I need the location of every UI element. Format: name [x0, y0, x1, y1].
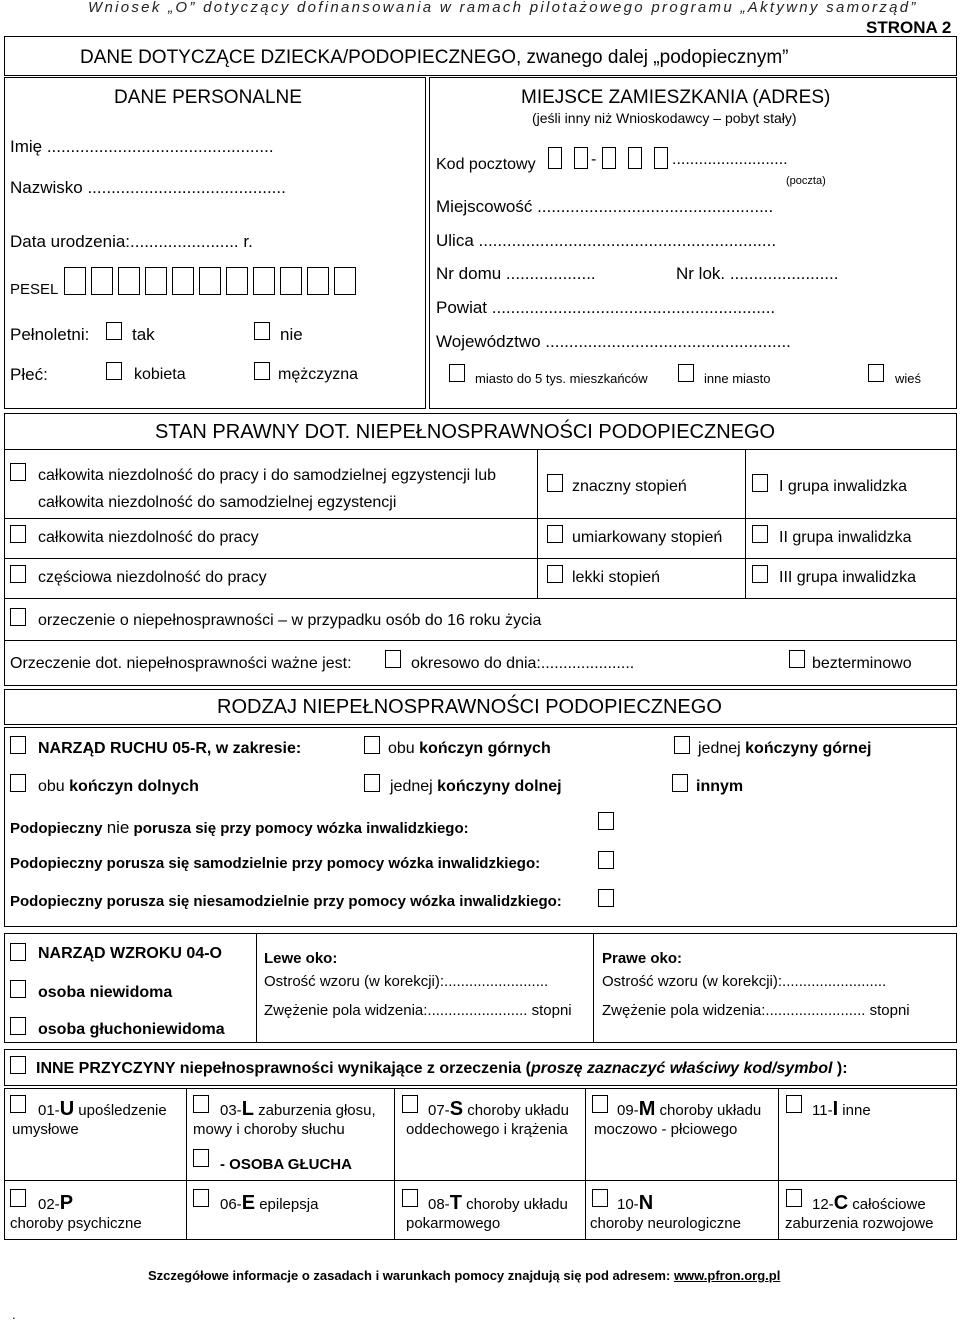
other-city-checkbox[interactable] [678, 364, 694, 382]
wheelchair-self-checkbox[interactable] [598, 851, 614, 869]
postal-code-label: Kod pocztowy [436, 156, 536, 173]
divider [4, 558, 957, 559]
code-06-label: 06-E epilepsja [220, 1192, 319, 1214]
deaf-person-label: - OSOBA GŁUCHA [220, 1156, 352, 1173]
code-02-checkbox[interactable] [10, 1189, 26, 1207]
code-09-desc: moczowo - płciowego [594, 1121, 738, 1138]
moderate-degree-label: umiarkowany stopień [572, 529, 723, 546]
voivodeship-field[interactable]: Województwo .................................................... [436, 332, 791, 351]
code-11-checkbox[interactable] [786, 1095, 802, 1113]
wheelchair-no-label: Podopieczny nie porusza się przy pomocy wózka inwalidzkiego: [10, 818, 469, 837]
code-03-desc: mowy i choroby słuchu [193, 1121, 345, 1138]
left-eye-field-narrowing[interactable]: Zwężenie pola widzenia:........................ stopni [264, 1002, 572, 1019]
village-checkbox[interactable] [868, 364, 884, 382]
divider [4, 1180, 957, 1181]
personal-heading: DANE PERSONALNE [114, 87, 302, 108]
deafblind-label: osoba głuchoniewidoma [38, 1021, 225, 1038]
code-06-checkbox[interactable] [193, 1189, 209, 1207]
footer-info: Szczegółowe informacje o zasadach i warunkach pomocy znajdują się pod adresem: www.pfron.org.pl [148, 1268, 781, 1283]
code-10-checkbox[interactable] [592, 1189, 608, 1207]
male-label: mężczyzna [278, 366, 359, 383]
incapacity-full-checkbox[interactable] [10, 463, 26, 481]
blind-label: osoba niewidoma [38, 984, 173, 1001]
one-lower-limb-label: jednej kończyny dolnej [390, 778, 562, 795]
code-01-checkbox[interactable] [10, 1095, 26, 1113]
group-1-checkbox[interactable] [752, 474, 768, 492]
female-checkbox[interactable] [106, 362, 122, 380]
post-office-caption: (poczta) [786, 175, 826, 187]
group-1-label: I grupa inwalidzka [779, 478, 908, 495]
other-causes-label: INNE PRZYCZYNY niepełnosprawności wynikające z orzeczenia (proszę zaznaczyć właściwy kod/symbol ): [36, 1060, 848, 1077]
adult-yes-label: tak [132, 325, 155, 344]
significant-degree-checkbox[interactable] [547, 474, 563, 492]
incapacity-full-label-2: całkowita niezdolność do samodzielnej egzystencji [38, 494, 397, 511]
divider [4, 449, 957, 450]
deafblind-checkbox[interactable] [10, 1017, 26, 1035]
postal-digit-box[interactable] [628, 147, 642, 169]
pesel-digit-box[interactable] [253, 267, 275, 295]
pesel-digit-box[interactable] [199, 267, 221, 295]
address-subheading: (jeśli inny niż Wnioskodawcy – pobyt stały) [532, 110, 797, 126]
incapacity-full-label-1: całkowita niezdolność do pracy i do samodzielnej egzystencji lub [38, 467, 497, 484]
divider [585, 1088, 586, 1240]
adult-no-label: nie [280, 325, 303, 344]
other-limb-label: innym [696, 778, 744, 795]
one-upper-limb-checkbox[interactable] [674, 736, 690, 754]
locomotor-label: NARZĄD RUCHU 05-R, w zakresie: [38, 740, 302, 757]
left-eye-acuity-field[interactable]: Ostrość wzoru (w korekcji):......................... [264, 973, 549, 990]
mild-degree-label: lekki stopień [572, 569, 661, 586]
code-07-label: 07-S choroby układu [428, 1098, 569, 1120]
flat-number-field[interactable]: Nr lok. ....................... [676, 264, 839, 283]
pesel-digit-box[interactable] [64, 267, 86, 295]
page-label: STRONA 2 [866, 18, 952, 37]
work-incapacity-label: całkowita niezdolność do pracy [38, 529, 259, 546]
one-lower-limb-checkbox[interactable] [364, 774, 380, 792]
indefinite-label: bezterminowo [812, 655, 912, 672]
vision-label: NARZĄD WZROKU 04-O [38, 945, 222, 962]
birth-date-field[interactable]: Data urodzenia:....................... r. [10, 232, 253, 251]
pfron-link[interactable]: www.pfron.org.pl [673, 1268, 781, 1283]
disability-certificate-label: orzeczenie o niepełnosprawności – w przypadku osób do 16 roku życia [38, 612, 542, 629]
county-field[interactable]: Powiat ............................................................ [436, 298, 776, 317]
adult-yes-checkbox[interactable] [106, 322, 122, 340]
sex-label: Płeć: [10, 365, 48, 384]
one-upper-limb-label: jednej kończyny górnej [698, 740, 872, 757]
moderate-degree-checkbox[interactable] [547, 525, 563, 543]
divider [4, 598, 957, 599]
code-08-desc: pokarmowego [406, 1215, 501, 1232]
divider [593, 933, 594, 1043]
small-town-label: miasto do 5 tys. mieszkańców [475, 371, 648, 386]
both-upper-limbs-checkbox[interactable] [364, 736, 380, 754]
postal-digit-box[interactable] [548, 147, 562, 169]
section-title: DANE DOTYCZĄCE DZIECKA/PODOPIECZNEGO, zwanego dalej „podopiecznym” [80, 47, 789, 68]
first-name-field[interactable]: Imię ................................................ [10, 137, 274, 156]
disability-certificate-checkbox[interactable] [10, 608, 26, 626]
postal-digit-box[interactable] [574, 147, 588, 169]
male-checkbox[interactable] [254, 362, 270, 380]
left-eye-heading: Lewe oko: [264, 950, 338, 967]
postal-digit-box[interactable] [654, 147, 668, 169]
legal-status-box [4, 413, 957, 686]
work-incapacity-checkbox[interactable] [10, 525, 26, 543]
last-name-field[interactable]: Nazwisko .......................................... [10, 178, 286, 197]
address-heading: MIEJSCE ZAMIESZKANIA (ADRES) [521, 87, 831, 108]
code-02-desc: choroby psychiczne [10, 1215, 142, 1232]
village-label: wieś [895, 371, 922, 386]
both-lower-limbs-checkbox[interactable] [10, 774, 26, 792]
other-causes-checkbox[interactable] [10, 1056, 26, 1074]
code-01-label: 01-U upośledzenie [38, 1098, 167, 1120]
divider [394, 1088, 395, 1240]
group-2-label: II grupa inwalidzka [779, 529, 912, 546]
wheelchair-assisted-checkbox[interactable] [598, 889, 614, 907]
code-12-checkbox[interactable] [786, 1189, 802, 1207]
code-08-checkbox[interactable] [402, 1189, 418, 1207]
wheelchair-no-checkbox[interactable] [598, 812, 614, 830]
code-09-checkbox[interactable] [592, 1095, 608, 1113]
legal-status-heading: STAN PRAWNY DOT. NIEPEŁNOSPRAWNOŚCI PODOPIECZNEGO [155, 421, 776, 443]
right-eye-acuity-field[interactable]: Ostrość wzoru (w korekcji):......................... [602, 973, 887, 990]
group-3-checkbox[interactable] [752, 565, 768, 583]
pesel-label: PESEL [10, 281, 59, 298]
street-field[interactable]: Ulica ............................................................... [436, 231, 777, 250]
other-limb-checkbox[interactable] [672, 774, 688, 792]
right-eye-field-narrowing[interactable]: Zwężenie pola widzenia:........................ stopni [602, 1002, 910, 1019]
code-10-desc: choroby neurologiczne [590, 1215, 741, 1232]
both-upper-limbs-label: obu kończyn górnych [388, 740, 551, 757]
blind-checkbox[interactable] [10, 980, 26, 998]
divider [186, 1088, 187, 1240]
partial-incapacity-label: częściowa niezdolność do pracy [38, 569, 267, 586]
group-2-checkbox[interactable] [752, 525, 768, 543]
adult-label: Pełnoletni: [10, 325, 90, 344]
divider [745, 449, 746, 598]
code-12-label: 12-C całościowe [812, 1192, 926, 1214]
code-11-label: 11-I inne [812, 1098, 871, 1120]
code-10-label: 10-N [617, 1192, 654, 1214]
valid-until-field[interactable]: okresowo do dnia:..................... [411, 655, 635, 672]
footer-dot: . [12, 1307, 16, 1322]
female-label: kobieta [134, 366, 186, 383]
pesel-digit-box[interactable] [226, 267, 248, 295]
wheelchair-assisted-label: Podopieczny porusza się niesamodzielnie przy pomocy wózka inwalidzkiego: [10, 893, 562, 910]
wheelchair-self-label: Podopieczny porusza się samodzielnie przy pomocy wózka inwalidzkiego: [10, 855, 541, 872]
divider [4, 640, 957, 641]
code-03-checkbox[interactable] [193, 1095, 209, 1113]
disability-type-heading: RODZAJ NIEPEŁNOSPRAWNOŚCI PODOPIECZNEGO [217, 696, 722, 718]
pesel-digit-box[interactable] [334, 267, 356, 295]
pesel-digit-box[interactable] [280, 267, 302, 295]
code-01-desc: umysłowe [12, 1121, 79, 1138]
vision-checkbox[interactable] [10, 943, 26, 961]
divider [537, 449, 538, 598]
deaf-person-checkbox[interactable] [193, 1149, 209, 1167]
small-town-checkbox[interactable] [449, 364, 465, 382]
code-02-label: 02-P [38, 1192, 74, 1214]
partial-incapacity-checkbox[interactable] [10, 565, 26, 583]
pesel-digit-box[interactable] [172, 267, 194, 295]
post-office-field[interactable]: .......................... [672, 151, 788, 168]
pesel-digit-box[interactable] [307, 267, 329, 295]
group-3-label: III grupa inwalidzka [779, 569, 916, 586]
house-number-field[interactable]: Nr domu ................... [436, 264, 596, 283]
code-07-desc: oddechowego i krążenia [406, 1121, 568, 1138]
pesel-digit-box[interactable] [118, 267, 140, 295]
code-09-label: 09-M choroby układu [617, 1098, 762, 1120]
both-lower-limbs-label: obu kończyn dolnych [38, 778, 199, 795]
postal-dash: - [591, 151, 597, 168]
code-07-checkbox[interactable] [402, 1095, 418, 1113]
significant-degree-label: znaczny stopień [572, 478, 687, 495]
divider [778, 1088, 779, 1240]
other-city-label: inne miasto [704, 371, 771, 386]
running-header: Wniosek „O” dotyczący dofinansowania w ramach pilotażowego programu „Aktywny samorząd” [88, 0, 918, 16]
city-field[interactable]: Miejscowość .................................................. [436, 197, 774, 216]
postal-digit-box[interactable] [602, 147, 616, 169]
indefinite-checkbox[interactable] [789, 650, 805, 668]
adult-no-checkbox[interactable] [254, 322, 270, 340]
code-08-label: 08-T choroby układu [428, 1192, 568, 1214]
pesel-digit-box[interactable] [91, 267, 113, 295]
validity-label: Orzeczenie dot. niepełnosprawności ważne jest: [10, 655, 352, 672]
locomotor-checkbox[interactable] [10, 736, 26, 754]
right-eye-heading: Prawe oko: [602, 950, 683, 967]
valid-until-checkbox[interactable] [385, 650, 401, 668]
mild-degree-checkbox[interactable] [547, 565, 563, 583]
pesel-digit-box[interactable] [145, 267, 167, 295]
code-12-desc: zaburzenia rozwojowe [785, 1215, 934, 1232]
divider [256, 933, 257, 1043]
divider [4, 518, 957, 519]
code-03-label: 03-L zaburzenia głosu, [220, 1098, 376, 1120]
